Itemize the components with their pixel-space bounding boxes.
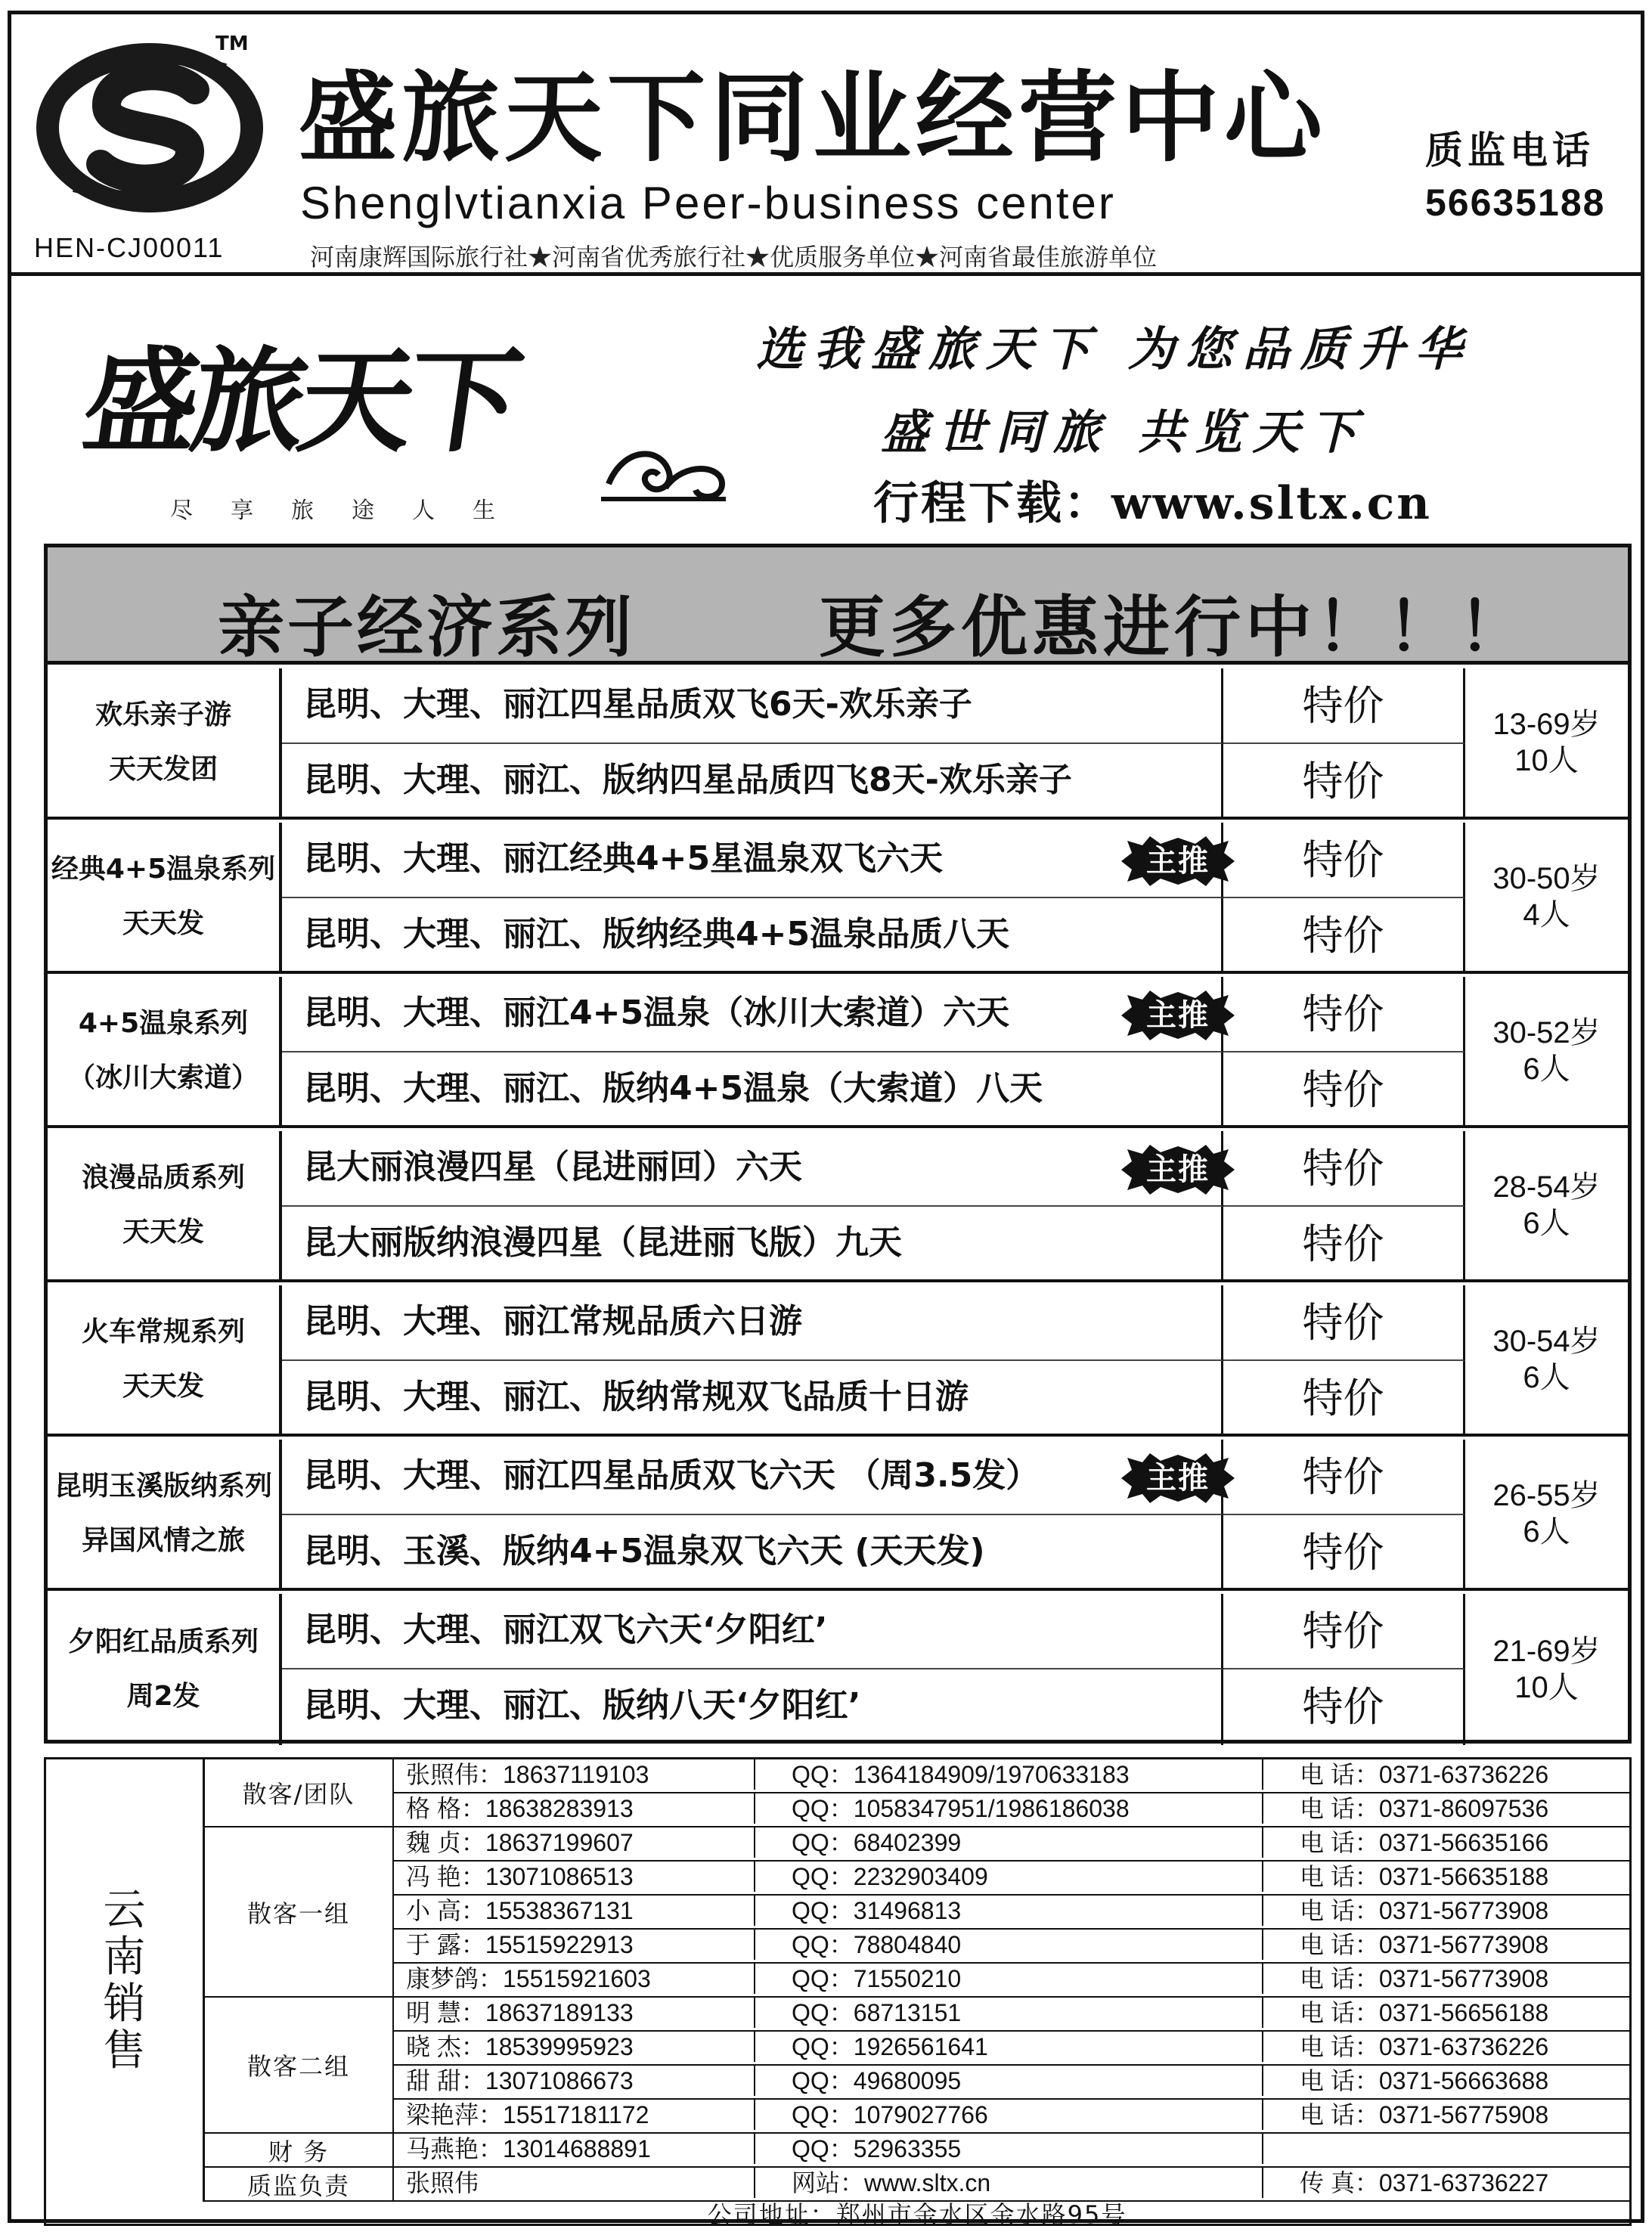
contact-qq: QQ：2232903409: [755, 1862, 1263, 1892]
route-price: 特价: [1223, 1594, 1465, 1669]
region-char: 南: [103, 1932, 146, 1982]
series-cell: [48, 977, 282, 1125]
contact-name-phone: 晓 杰：18539995923: [394, 2032, 755, 2062]
route-name: 昆大丽浪漫四星（昆进丽回）六天: [282, 1131, 1223, 1207]
contact-office-tel: 电 话：0371-56656188: [1300, 1999, 1549, 2026]
route-price: 特价: [1223, 744, 1465, 820]
featured-badge-label: 主推: [1146, 998, 1210, 1033]
brand-band: [11, 280, 1641, 537]
contact-row: [394, 1862, 1629, 1896]
series-group: [48, 823, 1628, 974]
region-char: 销: [103, 1979, 146, 2029]
series-schedule: （冰川大索道）: [67, 1062, 259, 1093]
contact-row: [394, 1964, 1629, 1998]
contact-row: [394, 2134, 1629, 2168]
age-cell: [1465, 977, 1628, 1125]
contact-row: [394, 1759, 1629, 1793]
age-cell: [1465, 823, 1628, 971]
slogan-line-2: 盛世同旅 共览天下: [881, 405, 1368, 460]
series-schedule: 天天发: [122, 908, 204, 939]
age-cell: [1465, 1440, 1628, 1588]
featured-badge-label: 主推: [1146, 844, 1210, 879]
quality-hotline-label: 质监电话: [1425, 129, 1595, 172]
featured-badge: [1121, 836, 1235, 886]
age-cell: [1465, 1285, 1628, 1434]
age-range: 28-54岁: [1492, 1170, 1601, 1204]
featured-badge: [1121, 1145, 1235, 1195]
header: [11, 14, 1641, 276]
contact-name-phone: 冯 艳：13071086513: [394, 1862, 755, 1892]
series-group: [48, 1131, 1628, 1282]
age-range: 30-50岁: [1492, 862, 1601, 895]
min-group-size: 4人: [1523, 898, 1570, 932]
contact-row: [394, 2066, 1629, 2100]
contact-office-tel: 电 话：0371-56635188: [1300, 1863, 1549, 1890]
route-name: 昆明、大理、丽江常规品质六日游: [282, 1285, 1223, 1361]
contact-row: [394, 1896, 1629, 1930]
contact-qq: QQ：1079027766: [755, 2100, 1263, 2130]
series-schedule: 天天发: [122, 1371, 204, 1402]
banner-title: 亲子经济系列: [218, 588, 636, 666]
contact-name-phone: 于 露：15515922913: [394, 1930, 755, 1960]
min-group-size: 6人: [1523, 1361, 1570, 1394]
contact-group-label: 散客一组: [205, 1827, 394, 1998]
route-name: 昆明、大理、丽江双飞六天‘夕阳红’: [282, 1594, 1223, 1669]
brand-calligraphy: 盛旅天下: [76, 335, 525, 468]
series-cell: [48, 823, 282, 971]
age-range: 13-69岁: [1492, 708, 1601, 741]
contact-group-label: 财 务: [205, 2134, 394, 2168]
company-name-chinese: 盛旅天下同业经营中心: [299, 60, 1328, 175]
route-name: 昆大丽版纳浪漫四星（昆进丽飞版）九天: [282, 1207, 1223, 1282]
contact-row: [394, 2168, 1629, 2202]
min-group-size: 6人: [1523, 1052, 1570, 1086]
cloud-swirl-icon: [601, 431, 730, 507]
contact-qq: QQ：71550210: [755, 1964, 1263, 1994]
series-schedule: 异国风情之旅: [81, 1525, 245, 1556]
route-price: 特价: [1223, 1207, 1465, 1282]
company-address: 公司地址：郑州市金水区金水路95号: [707, 2200, 1127, 2229]
route-name: 昆明、大理、丽江、版纳4+5温泉（大索道）八天: [282, 1052, 1223, 1128]
age-range: 26-55岁: [1492, 1479, 1601, 1512]
slogan-line-1: 选我盛旅天下 为您品质升华: [756, 321, 1473, 377]
route-name: 昆明、大理、丽江四星品质双飞6天-欢乐亲子: [282, 668, 1223, 744]
contact-row: [394, 1930, 1629, 1964]
series-cell: [48, 1594, 282, 1745]
contact-office-tel: 电 话：0371-56773908: [1300, 1897, 1549, 1924]
contact-row: [394, 2032, 1629, 2066]
series-schedule: 天天发: [122, 1217, 204, 1248]
contact-office-tel: 电 话：0371-63736226: [1300, 1761, 1549, 1788]
contact-office-tel: 电 话：0371-56773908: [1300, 1931, 1549, 1958]
route-name: 昆明、大理、丽江、版纳常规双飞品质十日游: [282, 1361, 1223, 1437]
series-name: 火车常规系列: [81, 1316, 245, 1347]
route-price: 特价: [1223, 823, 1465, 898]
contact-name-phone: 张照伟：18637119103: [394, 1759, 755, 1790]
series-banner: [48, 547, 1628, 665]
route-price: 特价: [1223, 668, 1465, 744]
series-group: [48, 977, 1628, 1128]
series-cell: [48, 1440, 282, 1588]
route-name: 昆明、大理、丽江4+5温泉（冰川大索道）六天: [282, 977, 1223, 1052]
age-cell: [1465, 1594, 1628, 1745]
age-range: 30-52岁: [1492, 1016, 1601, 1049]
contact-office-tel: 电 话：0371-56663688: [1300, 2067, 1549, 2094]
series-name: 欢乐亲子游: [95, 699, 231, 730]
route-price: 特价: [1223, 1669, 1465, 1745]
contact-qq: QQ：68713151: [755, 1998, 1263, 2028]
min-group-size: 10人: [1514, 1671, 1579, 1704]
route-name: 昆明、大理、丽江经典4+5星温泉双飞六天: [282, 823, 1223, 898]
series-group: [48, 1285, 1628, 1437]
featured-badge-label: 主推: [1146, 1461, 1210, 1496]
featured-badge: [1121, 990, 1235, 1040]
contact-group-label: 散客/团队: [205, 1759, 394, 1827]
honors-line: 河南康辉国际旅行社★河南省优秀旅行社★优质服务单位★河南省最佳旅游单位: [310, 243, 1158, 271]
route-name: 昆明、大理、丽江、版纳四星品质四飞8天-欢乐亲子: [282, 744, 1223, 820]
route-price: 特价: [1223, 1440, 1465, 1515]
route-name: 昆明、玉溪、版纳4+5温泉双飞六天 (天天发): [282, 1515, 1223, 1591]
series-cell: [48, 1285, 282, 1434]
contact-office-tel: 电 话：0371-56775908: [1300, 2101, 1549, 2128]
series-name: 4+5温泉系列: [78, 1008, 249, 1039]
contact-row: [394, 2100, 1629, 2134]
licence-number: HEN-CJ00011: [34, 232, 225, 263]
advertisement-page: [8, 11, 1644, 2229]
contact-qq: QQ：31496813: [755, 1896, 1263, 1926]
contact-qq: QQ：1058347951/1986186038: [755, 1793, 1263, 1824]
contact-qq: QQ：78804840: [755, 1930, 1263, 1960]
series-name: 经典4+5温泉系列: [51, 854, 276, 885]
quality-hotline-number: 56635188: [1425, 181, 1606, 224]
series-name: 浪漫品质系列: [81, 1162, 245, 1193]
contact-qq: QQ：1364184909/1970633183: [755, 1759, 1263, 1790]
route-price: 特价: [1223, 1361, 1465, 1437]
series-group: [48, 1594, 1628, 1745]
contact-office-tel: 电 话：0371-56773908: [1300, 1965, 1549, 1992]
contact-name-phone: 梁艳萍：15517181172: [394, 2100, 755, 2130]
contact-name-phone: 马燕艳：13014688891: [394, 2134, 755, 2164]
region-char: 云: [103, 1885, 146, 1935]
series-group: [48, 1440, 1628, 1591]
contact-qq: QQ：1926561641: [755, 2032, 1263, 2062]
banner-promo: 更多优惠进行中！！！: [819, 588, 1530, 666]
contact-name-phone: 格 格：18638283913: [394, 1793, 755, 1824]
brand-tagline: 尽享旅途人生: [170, 498, 533, 524]
series-group: [48, 668, 1628, 820]
contact-name-phone: 张照伟: [394, 2168, 755, 2198]
trademark-mark: TM: [215, 33, 249, 55]
contact-table: [44, 1757, 1632, 2229]
series-cell: [48, 1131, 282, 1279]
featured-badge: [1121, 1453, 1235, 1503]
region-label: [46, 1759, 205, 2202]
contact-name-phone: 魏 贞：18637199607: [394, 1827, 755, 1858]
contact-group-label: 质监负责: [205, 2168, 394, 2202]
company-name-english: Shenglvtianxia Peer-business center: [300, 178, 1116, 228]
route-name: 昆明、大理、丽江、版纳八天‘夕阳红’: [282, 1669, 1223, 1745]
route-price: 特价: [1223, 1052, 1465, 1128]
route-price: 特价: [1223, 1285, 1465, 1361]
series-name: 夕阳红品质系列: [67, 1626, 259, 1657]
min-group-size: 10人: [1514, 744, 1579, 777]
min-group-size: 6人: [1523, 1207, 1570, 1240]
contact-office-tel: [1263, 2134, 1629, 2164]
itinerary-download-url[interactable]: 行程下载：www.sltx.cn: [873, 477, 1432, 530]
contact-row: [394, 1998, 1629, 2032]
age-cell: [1465, 668, 1628, 817]
age-range: 21-69岁: [1492, 1635, 1601, 1668]
contact-name-phone: 小 高：15538367131: [394, 1896, 755, 1926]
series-schedule: 周2发: [126, 1681, 200, 1712]
contact-qq: QQ：49680095: [755, 2066, 1263, 2096]
route-name: 昆明、大理、丽江、版纳经典4+5温泉品质八天: [282, 898, 1223, 974]
route-price: 特价: [1223, 898, 1465, 974]
contact-qq: QQ：68402399: [755, 1827, 1263, 1858]
region-char: 售: [103, 2026, 146, 2075]
contact-office-tel: 电 话：0371-63736226: [1300, 2033, 1549, 2060]
company-logo: [33, 37, 267, 217]
series-name: 昆明玉溪版纳系列: [54, 1471, 272, 1502]
series-schedule: 天天发团: [108, 754, 218, 785]
contact-name-phone: 甜 甜：13071086673: [394, 2066, 755, 2096]
route-price: 特价: [1223, 977, 1465, 1052]
route-name: 昆明、大理、丽江四星品质双飞六天 （周3.5发）: [282, 1440, 1223, 1515]
min-group-size: 6人: [1523, 1515, 1570, 1548]
series-cell: [48, 668, 282, 817]
age-cell: [1465, 1131, 1628, 1279]
route-price: 特价: [1223, 1131, 1465, 1207]
route-price: 特价: [1223, 1515, 1465, 1591]
contact-name-phone: 康梦鸽：15515921603: [394, 1964, 755, 1994]
featured-badge-label: 主推: [1146, 1152, 1210, 1187]
contact-office-tel: 电 话：0371-86097536: [1300, 1795, 1549, 1822]
contact-group-label: 散客二组: [205, 1998, 394, 2134]
contact-row: [394, 1827, 1629, 1862]
contact-qq: 网站：www.sltx.cn: [755, 2168, 1263, 2198]
contact-qq: QQ：52963355: [755, 2134, 1263, 2164]
age-range: 30-54岁: [1492, 1325, 1601, 1358]
contact-row: [394, 1793, 1629, 1827]
contact-office-tel: 传 真：0371-63736227: [1300, 2169, 1549, 2196]
contact-office-tel: 电 话：0371-56635166: [1300, 1829, 1549, 1856]
contact-name-phone: 明 慧：18637189133: [394, 1998, 755, 2028]
product-table: [44, 544, 1632, 1744]
